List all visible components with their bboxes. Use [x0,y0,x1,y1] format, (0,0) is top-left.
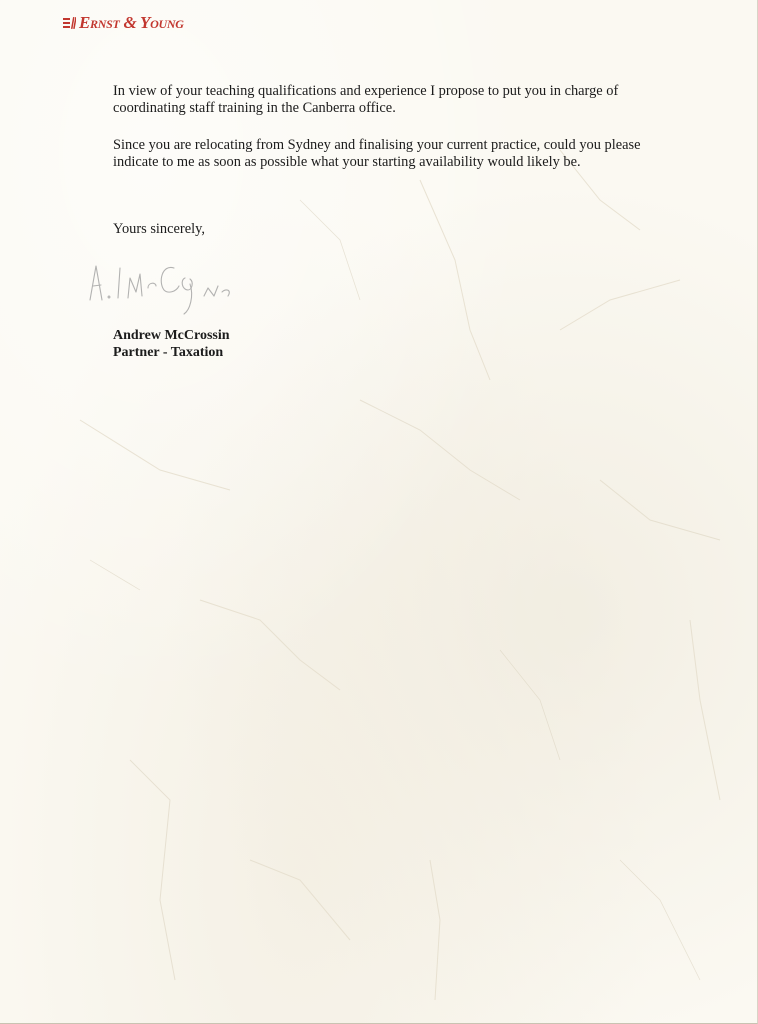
closing: Yours sincerely, [113,221,205,237]
paragraph-2: Since you are relocating from Sydney and finalising your current practice, could you please indicate to me as soon as possible what your starting availability would likely be. [113,137,641,170]
signer-title: Partner - Taxation [113,345,224,360]
signer-name: Andrew McCrossin [113,328,230,343]
ernst-young-logo [62,13,184,33]
ey-logo-icon [62,16,76,30]
company-name: Ernst & Young [79,13,184,32]
paragraph-1: In view of your teaching qualifications and experience I propose to put you in charge of coordinating staff training in the Canberra office. [113,83,619,116]
handwritten-signature [82,252,257,317]
